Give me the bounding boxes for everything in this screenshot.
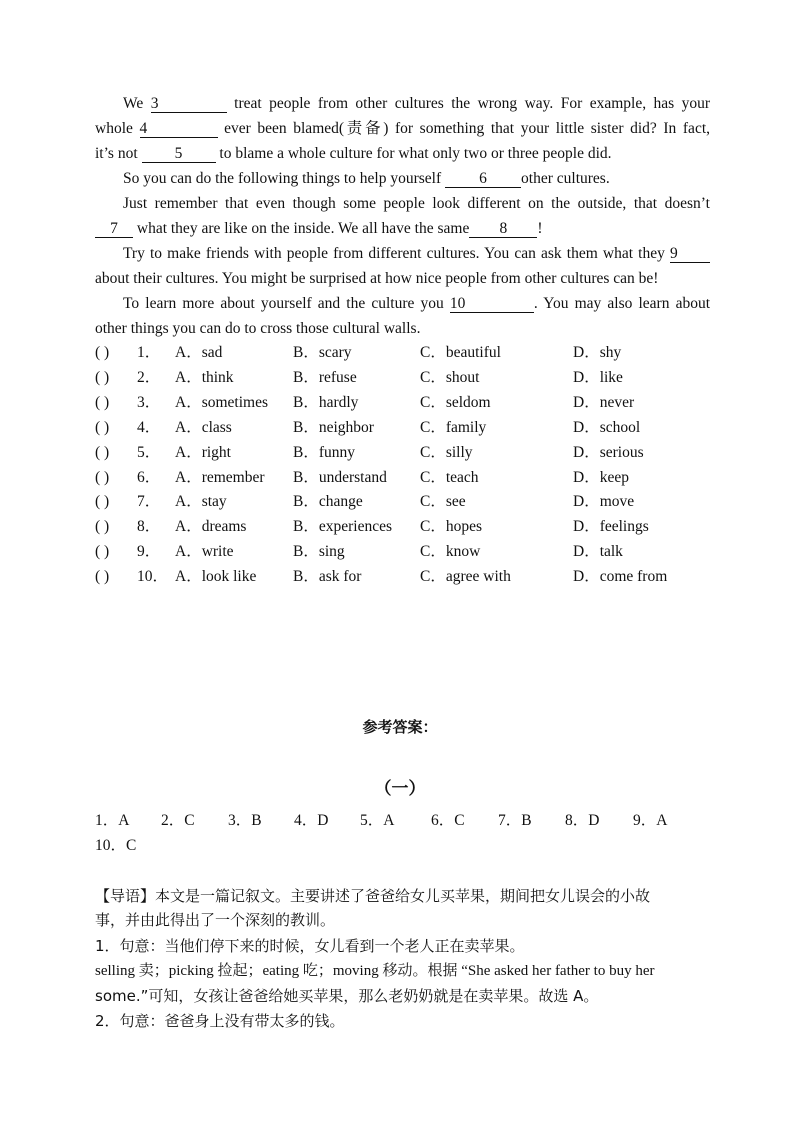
question-row — [95, 542, 715, 562]
answer: 4．D — [294, 812, 329, 829]
answer-paren: ( ) — [95, 518, 110, 536]
question-row — [95, 343, 715, 363]
answers-row-1 — [95, 811, 715, 831]
passage-line-8 — [95, 269, 710, 289]
answer: 10．C — [95, 837, 137, 854]
option-a: A．remember — [175, 468, 265, 486]
question-number: 9． — [137, 543, 161, 561]
text: whole — [95, 120, 133, 137]
explanation-line-4: selling 卖；picking 捡起；eating 吃；moving 移动。根据 “She asked her father to buy her — [95, 963, 655, 979]
text: We — [123, 95, 144, 112]
blank-5: 5 — [142, 146, 216, 163]
answer: 3．B — [228, 812, 262, 829]
answers-row-2 — [95, 836, 715, 856]
answer: 5．A — [360, 812, 395, 829]
passage-line-1 — [123, 94, 710, 114]
option-b: B．change — [293, 493, 363, 511]
option-c: C．teach — [420, 468, 479, 486]
option-b: B．experiences — [293, 518, 392, 536]
option-c: C．hopes — [420, 518, 483, 536]
text: treat people from other cultures the wrong way. For example, has your — [234, 95, 711, 112]
option-d: D．feelings — [573, 518, 649, 536]
option-a: A．look like — [175, 568, 257, 586]
text: other things you can do to cross those cultural walls. — [95, 320, 421, 337]
option-c: C．shout — [420, 368, 480, 386]
text: ! — [537, 220, 543, 237]
option-b: B．sing — [293, 543, 345, 561]
text: ever been blamed(责备) for something that your little sister did? In fact, — [224, 120, 711, 137]
question-row — [95, 443, 715, 463]
answer-paren: ( ) — [95, 344, 110, 361]
question-row — [95, 567, 715, 587]
text: So you can do the following things to help yourself — [123, 170, 442, 187]
option-b: B．hardly — [293, 393, 359, 411]
answer-paren: ( ) — [95, 493, 110, 511]
text: To learn more about yourself and the culture you — [123, 295, 444, 312]
question-number: 2． — [137, 368, 161, 386]
option-d: D．never — [573, 393, 635, 411]
option-a: A．stay — [175, 493, 227, 511]
option-c: C．know — [420, 543, 481, 561]
blank-6: 6 — [445, 171, 521, 188]
option-d: D．move — [573, 493, 635, 511]
text: Just remember that even though some people look different on the outside, that doesn’t — [123, 195, 710, 212]
text: what they are like on the inside. We all have the same — [136, 220, 470, 237]
option-a: A．class — [175, 418, 232, 436]
text: to blame a whole culture for what only two or three people did. — [219, 145, 612, 162]
answer-paren: ( ) — [95, 543, 110, 561]
answer-paren: ( ) — [95, 368, 110, 386]
option-c: C．agree with — [420, 568, 511, 586]
answer-paren: ( ) — [95, 568, 110, 586]
answer-paren: ( ) — [95, 468, 110, 486]
answer-paren: ( ) — [95, 418, 110, 436]
blank-7: 7 — [95, 221, 133, 238]
answer: 9．A — [633, 812, 668, 829]
blank-4: 4 — [140, 121, 218, 138]
option-d: D．school — [573, 418, 641, 436]
blank-9: 9 — [670, 246, 710, 263]
text: . You may also learn about — [533, 295, 711, 312]
question-number: 10． — [137, 568, 169, 586]
question-row — [95, 368, 715, 388]
option-a: A．write — [175, 543, 234, 561]
blank-3: 3 — [151, 96, 227, 113]
option-d: D．shy — [573, 344, 622, 361]
option-d: D．talk — [573, 543, 623, 561]
answer-paren: ( ) — [95, 443, 110, 461]
option-d: D．keep — [573, 468, 629, 486]
option-b: B．neighbor — [293, 418, 374, 436]
answer: 8．D — [565, 812, 600, 829]
answers-title: 参考答案： — [362, 718, 438, 736]
answer: 6．C — [431, 812, 465, 829]
explanation-line-5: some.”可知，女孩让爸爸给她买苹果，那么老奶奶就是在卖苹果。故选 A。 — [95, 987, 599, 1005]
option-a: A．dreams — [175, 518, 247, 536]
option-c: C．family — [420, 418, 487, 436]
passage-line-4 — [123, 169, 710, 189]
option-b: B．understand — [293, 468, 387, 486]
question-row — [95, 517, 715, 537]
explanation-line-3: 1．句意：当他们停下来的时候，女儿看到一个老人正在卖苹果。 — [95, 937, 525, 955]
text: about their cultures. You might be surprised at how nice people from other cultures can be! — [95, 270, 659, 287]
question-number: 8． — [137, 518, 161, 536]
passage-line-2 — [95, 119, 710, 139]
answer-paren: ( ) — [95, 393, 110, 411]
blank-8: 8 — [469, 221, 537, 238]
text: Try to make friends with people from different cultures. You can ask them what they — [123, 245, 665, 262]
option-d: D．come from — [573, 568, 668, 586]
section-title: （一） — [374, 779, 426, 799]
option-a: A．sometimes — [175, 393, 268, 411]
answer: 2．C — [161, 812, 195, 829]
passage-line-5 — [123, 194, 710, 214]
option-d: D．like — [573, 368, 623, 386]
question-number: 3． — [137, 393, 161, 411]
option-a: A．right — [175, 443, 231, 461]
question-row — [95, 492, 715, 512]
text: it’s not — [95, 145, 138, 162]
option-d: D．serious — [573, 443, 644, 461]
explanation-line-6: 2．句意：爸爸身上没有带太多的钱。 — [95, 1012, 345, 1030]
text: other cultures. — [521, 170, 610, 187]
option-c: C．silly — [420, 443, 473, 461]
option-b: B．ask for — [293, 568, 362, 586]
passage-line-6 — [95, 219, 710, 239]
option-c: C．see — [420, 493, 466, 511]
question-row — [95, 468, 715, 488]
passage-line-10 — [95, 319, 710, 339]
question-number: 6． — [137, 468, 161, 486]
blank-10: 10 — [450, 296, 534, 313]
explanation-line-1: 【导语】本文是一篇记叙文。主要讲述了爸爸给女儿买苹果，期间把女儿误会的小故 — [95, 887, 651, 905]
passage-line-3 — [95, 144, 710, 164]
question-number: 4． — [137, 418, 161, 436]
option-b: B．refuse — [293, 368, 357, 386]
option-c: C．beautiful — [420, 344, 501, 361]
question-number: 5． — [137, 443, 161, 461]
option-b: B．funny — [293, 443, 356, 461]
question-row — [95, 418, 715, 438]
answer: 7．B — [498, 812, 532, 829]
question-number: 1． — [137, 344, 161, 361]
passage-line-9 — [123, 294, 710, 314]
option-a: A．sad — [175, 344, 223, 361]
option-c: C．seldom — [420, 393, 491, 411]
option-b: B．scary — [293, 344, 352, 361]
explanation-line-2: 事，并由此得出了一个深刻的教训。 — [95, 911, 336, 929]
answer: 1．A — [95, 812, 130, 829]
question-number: 7． — [137, 493, 161, 511]
question-row — [95, 393, 715, 413]
option-a: A．think — [175, 368, 234, 386]
passage-line-7 — [123, 244, 710, 264]
